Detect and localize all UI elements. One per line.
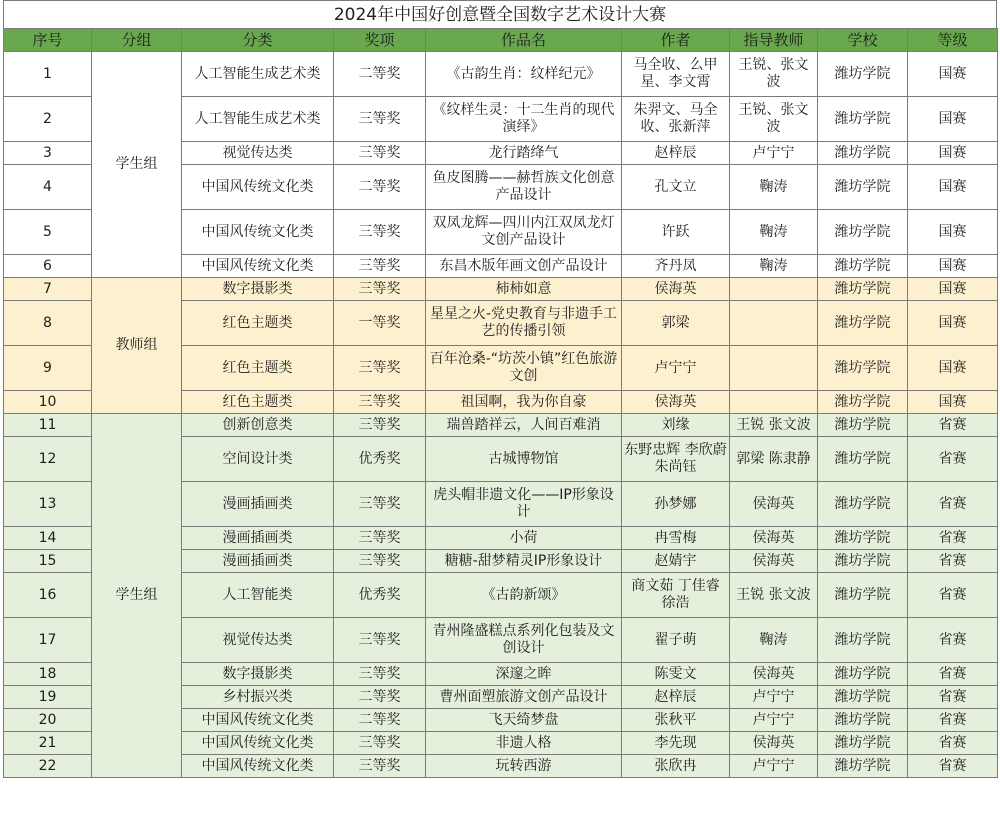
cell-award[interactable]: 三等奖 <box>334 618 426 663</box>
cell-level[interactable]: 国赛 <box>908 165 998 210</box>
cell-index[interactable]: 15 <box>4 550 92 573</box>
cell-award[interactable]: 二等奖 <box>334 709 426 732</box>
cell-work-title[interactable]: 《古韵生肖：纹样纪元》 <box>426 52 622 97</box>
header-row <box>4 29 998 52</box>
cell-index[interactable]: 4 <box>4 165 92 210</box>
cell-author[interactable]: 冉雪梅 <box>622 527 730 550</box>
column-header[interactable]: 学校 <box>818 29 908 52</box>
cell-level[interactable]: 国赛 <box>908 52 998 97</box>
cell-author[interactable]: 赵梓辰 <box>622 686 730 709</box>
cell-advisor[interactable]: 侯海英 <box>730 550 818 573</box>
cell-index[interactable]: 21 <box>4 732 92 755</box>
cell-advisor[interactable]: 卢宁宁 <box>730 709 818 732</box>
cell-award[interactable]: 三等奖 <box>334 755 426 778</box>
cell-school[interactable]: 潍坊学院 <box>818 732 908 755</box>
cell-index[interactable]: 11 <box>4 414 92 437</box>
cell-work-title[interactable]: 《古韵新颂》 <box>426 573 622 618</box>
cell-level[interactable]: 国赛 <box>908 97 998 142</box>
cell-author[interactable]: 东野忠辉 李欣蔚 朱尚钰 <box>622 437 730 482</box>
cell-award[interactable]: 优秀奖 <box>334 437 426 482</box>
cell-level[interactable]: 国赛 <box>908 346 998 391</box>
cell-award[interactable]: 三等奖 <box>334 210 426 255</box>
cell-school[interactable]: 潍坊学院 <box>818 210 908 255</box>
cell-author[interactable]: 李先现 <box>622 732 730 755</box>
cell-category[interactable]: 漫画插画类 <box>182 550 334 573</box>
cell-level[interactable]: 国赛 <box>908 210 998 255</box>
cell-category[interactable]: 红色主题类 <box>182 301 334 346</box>
cell-author[interactable]: 侯海英 <box>622 278 730 301</box>
cell-award[interactable]: 三等奖 <box>334 482 426 527</box>
column-header[interactable]: 作品名 <box>426 29 622 52</box>
column-header[interactable]: 序号 <box>4 29 92 52</box>
cell-index[interactable]: 1 <box>4 52 92 97</box>
cell-level[interactable]: 国赛 <box>908 301 998 346</box>
cell-school[interactable]: 潍坊学院 <box>818 550 908 573</box>
cell-school[interactable]: 潍坊学院 <box>818 414 908 437</box>
cell-author[interactable]: 齐丹凤 <box>622 255 730 278</box>
cell-author[interactable]: 孔文立 <box>622 165 730 210</box>
cell-school[interactable]: 潍坊学院 <box>818 142 908 165</box>
table-row <box>4 278 998 301</box>
cell-work-title[interactable]: 玩转西游 <box>426 755 622 778</box>
cell-award[interactable]: 三等奖 <box>334 142 426 165</box>
cell-award[interactable]: 二等奖 <box>334 52 426 97</box>
cell-school[interactable]: 潍坊学院 <box>818 346 908 391</box>
cell-category[interactable]: 视觉传达类 <box>182 618 334 663</box>
cell-index[interactable]: 14 <box>4 527 92 550</box>
cell-author[interactable]: 张欣冉 <box>622 755 730 778</box>
cell-award[interactable]: 三等奖 <box>334 97 426 142</box>
column-header[interactable]: 作者 <box>622 29 730 52</box>
table-row <box>4 52 998 97</box>
cell-award[interactable]: 三等奖 <box>334 663 426 686</box>
cell-category[interactable]: 漫画插画类 <box>182 527 334 550</box>
cell-index[interactable]: 8 <box>4 301 92 346</box>
cell-school[interactable]: 潍坊学院 <box>818 527 908 550</box>
cell-author[interactable]: 张秋平 <box>622 709 730 732</box>
cell-category[interactable]: 人工智能生成艺术类 <box>182 52 334 97</box>
cell-school[interactable]: 潍坊学院 <box>818 686 908 709</box>
cell-advisor[interactable]: 鞠涛 <box>730 255 818 278</box>
cell-award[interactable]: 优秀奖 <box>334 573 426 618</box>
cell-work-title[interactable]: 祖国啊，我为你自豪 <box>426 391 622 414</box>
cell-index[interactable]: 16 <box>4 573 92 618</box>
cell-work-title[interactable]: 虎头帽非遗文化——IP形象设计 <box>426 482 622 527</box>
cell-school[interactable]: 潍坊学院 <box>818 709 908 732</box>
cell-work-title[interactable]: 《纹样生灵：十二生肖的现代演绎》 <box>426 97 622 142</box>
cell-award[interactable]: 三等奖 <box>334 527 426 550</box>
cell-author[interactable]: 刘缘 <box>622 414 730 437</box>
cell-author[interactable]: 陈雯文 <box>622 663 730 686</box>
cell-author[interactable]: 孙梦娜 <box>622 482 730 527</box>
cell-category[interactable]: 漫画插画类 <box>182 482 334 527</box>
cell-work-title[interactable]: 双凤龙辉—四川内江双凤龙灯文创产品设计 <box>426 210 622 255</box>
cell-level[interactable]: 省赛 <box>908 663 998 686</box>
cell-level[interactable]: 省赛 <box>908 732 998 755</box>
cell-group[interactable]: 教师组 <box>92 278 182 414</box>
cell-level[interactable]: 省赛 <box>908 482 998 527</box>
cell-author[interactable]: 许跃 <box>622 210 730 255</box>
cell-work-title[interactable]: 东昌木版年画文创产品设计 <box>426 255 622 278</box>
cell-index[interactable]: 22 <box>4 755 92 778</box>
column-header[interactable]: 等级 <box>908 29 998 52</box>
cell-category[interactable]: 中国风传统文化类 <box>182 709 334 732</box>
cell-award[interactable]: 三等奖 <box>334 346 426 391</box>
cell-advisor[interactable]: 鞠涛 <box>730 165 818 210</box>
cell-advisor[interactable]: 鞠涛 <box>730 210 818 255</box>
cell-award[interactable]: 三等奖 <box>334 255 426 278</box>
cell-advisor[interactable]: 郭梁 陈隶静 <box>730 437 818 482</box>
cell-school[interactable]: 潍坊学院 <box>818 301 908 346</box>
cell-group[interactable]: 学生组 <box>92 414 182 778</box>
cell-school[interactable]: 潍坊学院 <box>818 391 908 414</box>
table-body <box>4 52 998 778</box>
cell-level[interactable]: 省赛 <box>908 573 998 618</box>
cell-school[interactable]: 潍坊学院 <box>818 573 908 618</box>
cell-award[interactable]: 三等奖 <box>334 391 426 414</box>
cell-award[interactable]: 二等奖 <box>334 165 426 210</box>
cell-school[interactable]: 潍坊学院 <box>818 278 908 301</box>
cell-work-title[interactable]: 飞天绮梦盘 <box>426 709 622 732</box>
cell-school[interactable]: 潍坊学院 <box>818 255 908 278</box>
cell-index[interactable]: 7 <box>4 278 92 301</box>
cell-category[interactable]: 中国风传统文化类 <box>182 732 334 755</box>
column-header[interactable]: 分组 <box>92 29 182 52</box>
cell-level[interactable]: 国赛 <box>908 142 998 165</box>
cell-level[interactable]: 省赛 <box>908 437 998 482</box>
cell-index[interactable]: 18 <box>4 663 92 686</box>
cell-category[interactable]: 人工智能类 <box>182 573 334 618</box>
cell-award[interactable]: 三等奖 <box>334 414 426 437</box>
column-header[interactable]: 奖项 <box>334 29 426 52</box>
cell-author[interactable]: 侯海英 <box>622 391 730 414</box>
cell-index[interactable]: 20 <box>4 709 92 732</box>
sheet-title[interactable]: 2024年中国好创意暨全国数字艺术设计大赛 <box>3 0 997 28</box>
cell-work-title[interactable]: 古城博物馆 <box>426 437 622 482</box>
cell-advisor[interactable] <box>730 391 818 414</box>
cell-index[interactable]: 13 <box>4 482 92 527</box>
cell-index[interactable]: 2 <box>4 97 92 142</box>
cell-work-title[interactable]: 星星之火-党史教育与非遗手工艺的传播引领 <box>426 301 622 346</box>
cell-author[interactable]: 郭梁 <box>622 301 730 346</box>
table-row <box>4 414 998 437</box>
cell-author[interactable]: 商文茹 丁佳睿 徐浩 <box>622 573 730 618</box>
column-header[interactable]: 分类 <box>182 29 334 52</box>
cell-school[interactable]: 潍坊学院 <box>818 437 908 482</box>
cell-work-title[interactable]: 糖糖-甜梦精灵IP形象设计 <box>426 550 622 573</box>
cell-author[interactable]: 赵梓辰 <box>622 142 730 165</box>
cell-category[interactable]: 人工智能生成艺术类 <box>182 97 334 142</box>
cell-category[interactable]: 创新创意类 <box>182 414 334 437</box>
cell-advisor[interactable]: 侯海英 <box>730 663 818 686</box>
cell-advisor[interactable]: 卢宁宁 <box>730 142 818 165</box>
cell-author[interactable]: 翟子萌 <box>622 618 730 663</box>
cell-school[interactable]: 潍坊学院 <box>818 97 908 142</box>
cell-index[interactable]: 17 <box>4 618 92 663</box>
cell-index[interactable]: 3 <box>4 142 92 165</box>
cell-level[interactable]: 省赛 <box>908 709 998 732</box>
cell-work-title[interactable]: 青州隆盛糕点系列化包装及文创设计 <box>426 618 622 663</box>
cell-advisor[interactable]: 卢宁宁 <box>730 686 818 709</box>
cell-category[interactable]: 乡村振兴类 <box>182 686 334 709</box>
cell-advisor[interactable]: 鞠涛 <box>730 618 818 663</box>
cell-school[interactable]: 潍坊学院 <box>818 165 908 210</box>
cell-work-title[interactable]: 非遗人格 <box>426 732 622 755</box>
cell-work-title[interactable]: 曹州面塑旅游文创产品设计 <box>426 686 622 709</box>
cell-index[interactable]: 5 <box>4 210 92 255</box>
awards-table <box>3 28 998 778</box>
cell-index[interactable]: 12 <box>4 437 92 482</box>
cell-author[interactable]: 赵婧宇 <box>622 550 730 573</box>
cell-school[interactable]: 潍坊学院 <box>818 663 908 686</box>
cell-category[interactable]: 中国风传统文化类 <box>182 255 334 278</box>
cell-category[interactable]: 中国风传统文化类 <box>182 210 334 255</box>
cell-advisor[interactable] <box>730 278 818 301</box>
cell-index[interactable]: 19 <box>4 686 92 709</box>
cell-level[interactable]: 省赛 <box>908 527 998 550</box>
cell-award[interactable]: 三等奖 <box>334 278 426 301</box>
cell-level[interactable]: 省赛 <box>908 686 998 709</box>
cell-level[interactable]: 省赛 <box>908 414 998 437</box>
cell-level[interactable]: 省赛 <box>908 618 998 663</box>
cell-category[interactable]: 中国风传统文化类 <box>182 165 334 210</box>
cell-work-title[interactable]: 柿柿如意 <box>426 278 622 301</box>
cell-advisor[interactable]: 侯海英 <box>730 527 818 550</box>
column-header[interactable]: 指导教师 <box>730 29 818 52</box>
cell-author[interactable]: 卢宁宁 <box>622 346 730 391</box>
cell-category[interactable]: 数字摄影类 <box>182 278 334 301</box>
cell-category[interactable]: 数字摄影类 <box>182 663 334 686</box>
cell-level[interactable]: 省赛 <box>908 550 998 573</box>
cell-work-title[interactable]: 深邃之眸 <box>426 663 622 686</box>
cell-advisor[interactable]: 王锐 张文波 <box>730 414 818 437</box>
cell-work-title[interactable]: 百年沧桑-“坊茨小镇”红色旅游文创 <box>426 346 622 391</box>
cell-award[interactable]: 二等奖 <box>334 686 426 709</box>
cell-level[interactable]: 省赛 <box>908 755 998 778</box>
cell-index[interactable]: 9 <box>4 346 92 391</box>
cell-advisor[interactable]: 王锐、张文波 <box>730 97 818 142</box>
cell-advisor[interactable] <box>730 301 818 346</box>
cell-school[interactable]: 潍坊学院 <box>818 755 908 778</box>
cell-level[interactable]: 国赛 <box>908 255 998 278</box>
cell-index[interactable]: 10 <box>4 391 92 414</box>
cell-work-title[interactable]: 龙行踏绛气 <box>426 142 622 165</box>
cell-award[interactable]: 三等奖 <box>334 732 426 755</box>
cell-author[interactable]: 朱羿文、马全收、张新萍 <box>622 97 730 142</box>
cell-advisor[interactable]: 侯海英 <box>730 482 818 527</box>
cell-school[interactable]: 潍坊学院 <box>818 482 908 527</box>
cell-category[interactable]: 中国风传统文化类 <box>182 755 334 778</box>
cell-index[interactable]: 6 <box>4 255 92 278</box>
cell-work-title[interactable]: 鱼皮图腾——赫哲族文化创意产品设计 <box>426 165 622 210</box>
cell-category[interactable]: 视觉传达类 <box>182 142 334 165</box>
cell-work-title[interactable]: 小荷 <box>426 527 622 550</box>
cell-school[interactable]: 潍坊学院 <box>818 52 908 97</box>
cell-level[interactable]: 国赛 <box>908 391 998 414</box>
cell-author[interactable]: 马全收、么甲星、李文霄 <box>622 52 730 97</box>
cell-work-title[interactable]: 瑞兽踏祥云，人间百难消 <box>426 414 622 437</box>
cell-advisor[interactable]: 王锐 张文波 <box>730 573 818 618</box>
cell-category[interactable]: 红色主题类 <box>182 391 334 414</box>
cell-category[interactable]: 空间设计类 <box>182 437 334 482</box>
cell-school[interactable]: 潍坊学院 <box>818 618 908 663</box>
cell-advisor[interactable]: 侯海英 <box>730 732 818 755</box>
cell-group[interactable]: 学生组 <box>92 52 182 278</box>
cell-level[interactable]: 国赛 <box>908 278 998 301</box>
cell-award[interactable]: 三等奖 <box>334 550 426 573</box>
cell-advisor[interactable]: 卢宁宁 <box>730 755 818 778</box>
cell-advisor[interactable] <box>730 346 818 391</box>
cell-advisor[interactable]: 王锐、张文波 <box>730 52 818 97</box>
cell-category[interactable]: 红色主题类 <box>182 346 334 391</box>
cell-award[interactable]: 一等奖 <box>334 301 426 346</box>
